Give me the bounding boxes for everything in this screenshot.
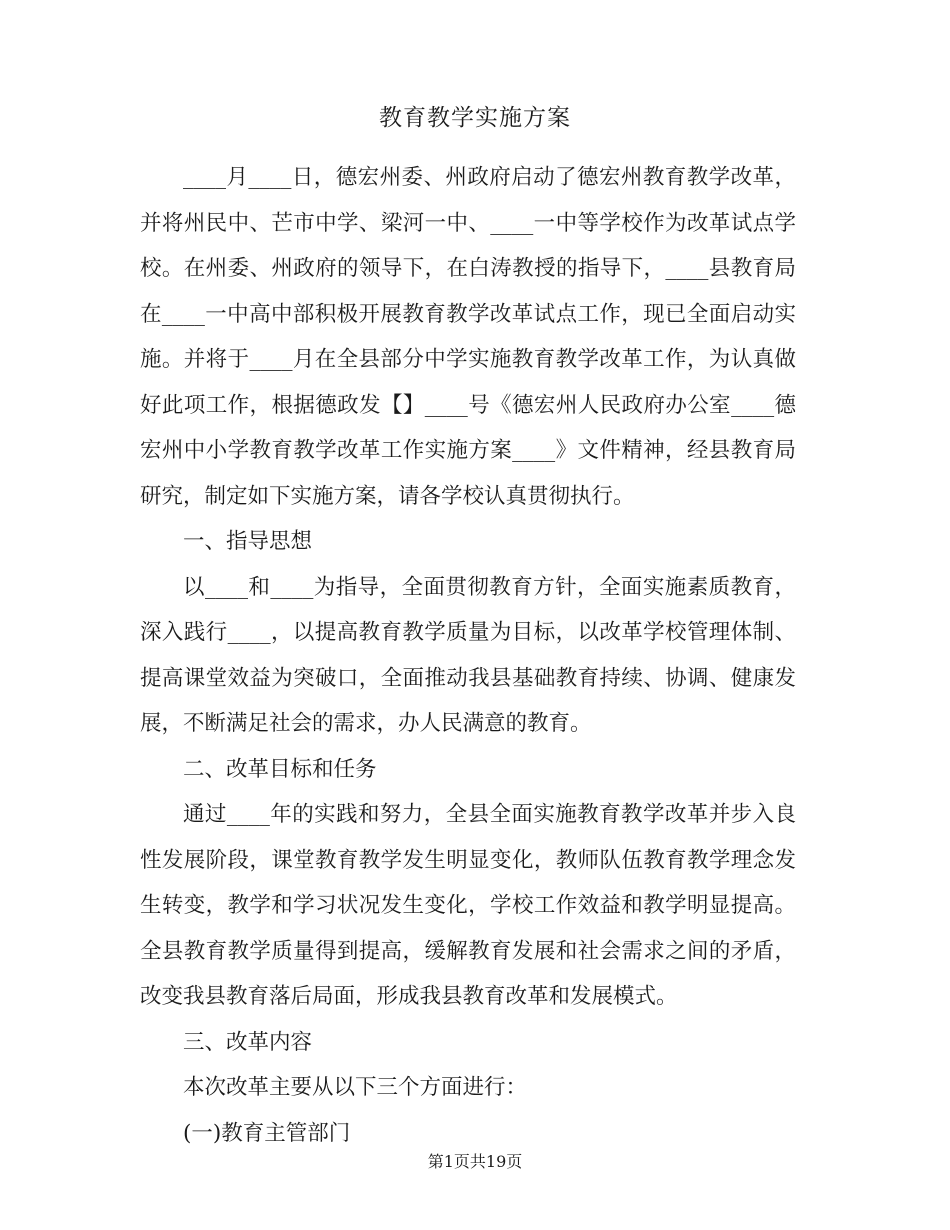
document-title: 教育教学实施方案 <box>379 105 571 131</box>
heading-reform-goals: 二、改革目标和任务 <box>183 756 377 782</box>
subheading-education-department: (一)教育主管部门 <box>183 1120 351 1146</box>
paragraph-reform-goals: 通过____年的实践和努力，全县全面实施教育教学改革并步入良性发展阶段，课堂教育教学发生明显变化，教师队伍教育教学理念发生转变，教学和学习状况发生变化，学校工作效益和教学明显提高。全县教育教学质量得到提高，缓解教育发展和社会需求之间的矛盾，改变我县教育落后局面，形成我县教育改革和发展模式。 <box>140 802 796 1009</box>
page-number: 第1页共19页 <box>427 1152 523 1171</box>
document-body <box>140 155 796 1156</box>
paragraph-intro: ____月____日，德宏州委、州政府启动了德宏州教育教学改革，并将州民中、芒市中学、梁河一中、____一中等学校作为改革试点学校。在州委、州政府的领导下，在白涛教授的指导下，____县教育局在____一中高中部积极开展教育教学改革试点工作，现已全面启动实施。并将于____月在全县部分中学实施教育教学改革工作，为认真做好此项工作，根据德政发【】____号《德宏州人民政府办公室____德宏州中小学教育教学改革工作实施方案____》文件精神，经县教育局研究，制定如下实施方案，请各学校认真贯彻执行。 <box>140 165 796 509</box>
paragraph-reform-content: 本次改革主要从以下三个方面进行： <box>183 1075 528 1100</box>
heading-reform-content: 三、改革内容 <box>183 1029 313 1055</box>
paragraph-guiding-ideology: 以____和____为指导，全面贯彻教育方针，全面实施素质教育，深入践行____，以提高教育教学质量为目标，以改革学校管理体制、提高课堂效益为突破口，全面推动我县基础教育持续、协调、健康发展，不断满足社会的需求，办人民满意的教育。 <box>140 574 796 736</box>
heading-guiding-ideology: 一、指导思想 <box>183 529 313 554</box>
